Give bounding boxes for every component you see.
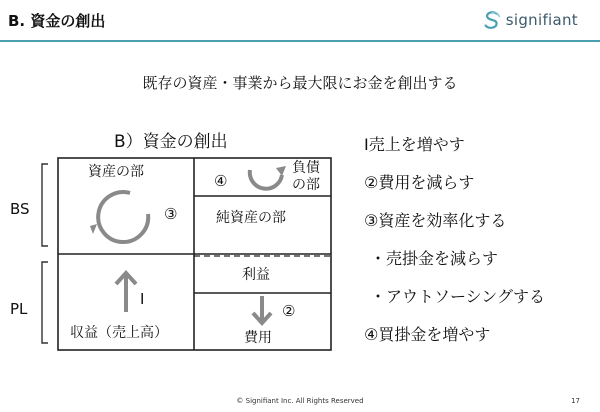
copyright-footer: © Signifiant Inc. All Rights Reserved	[236, 397, 364, 405]
list-item: ③資産を効率化する	[364, 211, 507, 230]
revenue-label: 収益（売上高）	[70, 325, 168, 341]
list-item: ・アウトソーシングする	[370, 287, 545, 306]
profit-label: 利益	[242, 267, 270, 283]
assets-label: 資産の部	[88, 164, 144, 180]
page-number: 17	[571, 397, 580, 405]
list-item: ・売掛金を減らす	[370, 249, 499, 268]
diagram-title: B）資金の創出	[114, 132, 228, 152]
pl-label: PL	[10, 300, 28, 318]
pl-bracket	[42, 262, 48, 343]
list-item: ④買掛金を増やす	[364, 325, 491, 344]
net-assets-label: 純資産の部	[216, 210, 286, 226]
liabilities-label-line1: 負債	[292, 160, 320, 176]
slide-title: B. 資金の創出	[8, 12, 106, 30]
list-item: ②費用を減らす	[364, 173, 475, 192]
revenue-marker: Ⅰ	[140, 290, 145, 308]
bs-bracket	[42, 164, 48, 246]
action-list	[364, 132, 545, 360]
liabilities-label	[292, 160, 320, 194]
expense-down-arrow-icon	[253, 296, 271, 323]
revenue-up-arrow-icon	[116, 273, 136, 312]
liabilities-cycle-icon	[250, 166, 286, 189]
expense-label: 費用	[244, 330, 272, 346]
list-item: Ⅰ売上を増やす	[364, 135, 465, 154]
bs-label: BS	[10, 200, 30, 218]
assets-cycle-icon	[90, 192, 148, 242]
liabilities-label-line2: の部	[292, 177, 320, 193]
slide-subtitle: 既存の資産・事業から最大限にお金を創出する	[142, 74, 458, 92]
assets-marker: ③	[164, 205, 178, 223]
liabilities-marker: ④	[214, 172, 228, 190]
logo-text: signifiant	[505, 11, 578, 29]
expense-marker: ②	[282, 302, 296, 320]
